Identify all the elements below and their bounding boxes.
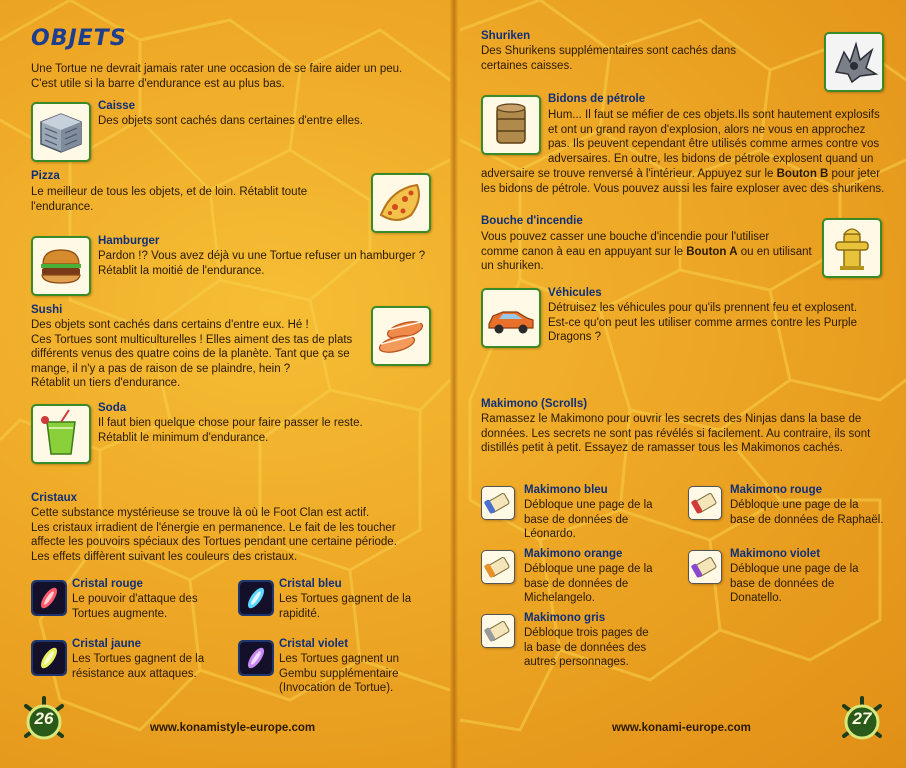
gray-scroll-icon bbox=[481, 614, 515, 648]
vehicules-desc: Détruisez les véhicules pour qu'ils prennent feu et explosent. Est-ce qu'on peut les utiliser comme armes contre les Purple Dragons ? bbox=[548, 302, 858, 344]
purple-crystal-icon bbox=[238, 640, 274, 676]
purple-scroll-icon bbox=[688, 550, 722, 584]
makimono-desc-gris: Débloque trois pages de la base de données des autres personnages. bbox=[524, 627, 649, 669]
makimono-desc-violet: Débloque une page de la base de données de Donatello. bbox=[730, 563, 859, 605]
makimono-title-gris: Makimono gris bbox=[524, 612, 606, 624]
right-page bbox=[455, 0, 906, 768]
crystal-title-bleu: Cristal bleu bbox=[279, 578, 342, 590]
red-crystal-icon bbox=[31, 580, 67, 616]
item-title-pizza: Pizza bbox=[31, 170, 60, 182]
shuriken-icon bbox=[824, 32, 884, 92]
item-desc-pizza: Le meilleur de tous les objets, et de loin. Rétablit toute l'endurance. bbox=[31, 186, 308, 213]
bouche-desc bbox=[481, 230, 812, 274]
crystal-title-rouge: Cristal rouge bbox=[72, 578, 143, 590]
item-desc-caisse: Des objets sont cachés dans certaines d'entre elles. bbox=[98, 115, 363, 127]
bidons-title: Bidons de pétrole bbox=[548, 93, 646, 105]
blue-scroll-icon bbox=[481, 486, 515, 520]
oil-barrel-icon bbox=[481, 95, 541, 155]
website-link-left[interactable]: www.konamistyle-europe.com bbox=[150, 722, 316, 734]
makimono-desc: Ramassez le Makimono pour ouvrir les secrets des Ninjas dans la base de données. Les secrets ne sont pas révélés si facilement. Au contraire, ils sont distillés petit à petit. Essayez de ramasser tous les Makimonos cachés. bbox=[481, 413, 871, 455]
intro-text: Une Tortue ne devrait jamais rater une occasion de se faire aider un peu. C'est utile si la barre d'endurance est au plus bas. bbox=[31, 63, 403, 90]
crystal-title-jaune: Cristal jaune bbox=[72, 638, 142, 650]
makimono-title-bleu: Makimono bleu bbox=[524, 484, 608, 496]
makimono-desc-rouge: Débloque une page de la base de données de Raphaël. bbox=[730, 499, 884, 526]
makimono-title-violet: Makimono violet bbox=[730, 548, 821, 560]
bouche-desc-b: ou en utilisant un shuriken. bbox=[481, 245, 812, 273]
bidons-desc-line bbox=[481, 167, 880, 182]
item-title-hamburger: Hamburger bbox=[98, 235, 160, 247]
item-title-sushi: Sushi bbox=[31, 304, 63, 316]
item-desc-hamburger: Pardon !? Vous avez déjà vu une Tortue refuser un hamburger ? Rétablit la moitié de l'endurance. bbox=[98, 250, 426, 277]
crystal-desc-jaune: Les Tortues gagnent de la résistance aux attaques. bbox=[72, 653, 205, 680]
crystal-desc-violet: Les Tortues gagnent un Gembu supplémentaire (Invocation de Tortue). bbox=[279, 653, 399, 695]
bidons-desc-c: les bidons de pétrole. Vous pouvez aussi les faire exploser avec des shurikens. bbox=[481, 183, 885, 195]
page-number-left: 26 bbox=[34, 709, 54, 728]
item-title-caisse: Caisse bbox=[98, 100, 136, 112]
yellow-crystal-icon bbox=[31, 640, 67, 676]
page-number-badge-right bbox=[838, 696, 886, 744]
makimono-title-rouge: Makimono rouge bbox=[730, 484, 823, 496]
cristaux-desc: Cette substance mystérieuse se trouve là où le Foot Clan est actif. Les cristaux irradient de l'énergie en permanence. Le fait de les toucher affecte les pouvoirs spéciaux des Tortues pendant une certaine période. Les effets diffèrent suivant les couleurs des cristaux. bbox=[31, 507, 397, 563]
red-scroll-icon bbox=[688, 486, 722, 520]
makimono-title-orange: Makimono orange bbox=[524, 548, 623, 560]
shuriken-title: Shuriken bbox=[481, 30, 531, 42]
page-number-right: 27 bbox=[852, 709, 872, 728]
crystal-title-violet: Cristal violet bbox=[279, 638, 349, 650]
soda-icon bbox=[31, 404, 91, 464]
bidons-desc-top: Hum... Il faut se méfier de ces objets.Ils sont hautement explosifs et ont un grand rayon d'explosion, alors ne vous en approchez pas. Ils peuvent cependant être utilisés comme armes contre vos adversaires. En outre, les bidons de pétrole explosent quand un bbox=[548, 109, 880, 165]
hamburger-icon bbox=[31, 236, 91, 296]
makimono-desc-orange: Débloque une page de la base de données de Michelangelo. bbox=[524, 563, 653, 605]
bouche-desc-a: Vous pouvez casser une bouche d'incendie pour l'utiliser comme canon à eau en appuyant sur le bbox=[481, 231, 770, 258]
item-title-soda: Soda bbox=[98, 402, 127, 414]
fire-hydrant-icon bbox=[822, 218, 882, 278]
shuriken-desc: Des Shurikens supplémentaires sont cachés dans certaines caisses. bbox=[481, 45, 737, 72]
item-desc-soda: Il faut bien quelque chose pour faire passer le reste. Rétablit le minimum d'endurance. bbox=[98, 417, 363, 444]
blue-crystal-icon bbox=[238, 580, 274, 616]
cristaux-title: Cristaux bbox=[31, 492, 78, 504]
page-heading: OBJETS bbox=[31, 26, 127, 51]
pizza-icon bbox=[371, 173, 431, 233]
makimono-title: Makimono (Scrolls) bbox=[481, 398, 588, 410]
crystal-desc-bleu: Les Tortues gagnent de la rapidité. bbox=[279, 593, 412, 620]
button-b-label: Bouton B bbox=[776, 168, 829, 180]
bouche-title: Bouche d'incendie bbox=[481, 215, 583, 227]
page-number-badge-left bbox=[20, 696, 68, 744]
vehicules-title: Véhicules bbox=[548, 287, 602, 299]
button-a-label: Bouton A bbox=[686, 245, 738, 258]
bidons-desc-a: adversaire se trouve renversé à l'intérieur. Appuyez sur le bbox=[481, 168, 777, 180]
crate-icon bbox=[31, 102, 91, 162]
sushi-icon bbox=[371, 306, 431, 366]
orange-scroll-icon bbox=[481, 550, 515, 584]
website-link-right[interactable]: www.konami-europe.com bbox=[612, 722, 751, 734]
makimono-desc-bleu: Débloque une page de la base de données de Léonardo. bbox=[524, 499, 653, 541]
bidons-desc-b: pour jeter bbox=[828, 168, 881, 180]
car-icon bbox=[481, 288, 541, 348]
item-desc-sushi: Des objets sont cachés dans certains d'entre eux. Hé ! Ces Tortues sont multiculturelles ! Elles aiment des tas de plats différents venus des quatre coins de la planète. Tant que ça se mange, il n'y a pas de raison de se plaindre, hein ? Rétablit un tiers d'endurance. bbox=[31, 319, 353, 390]
crystal-desc-rouge: Le pouvoir d'attaque des Tortues augmente. bbox=[72, 593, 198, 620]
